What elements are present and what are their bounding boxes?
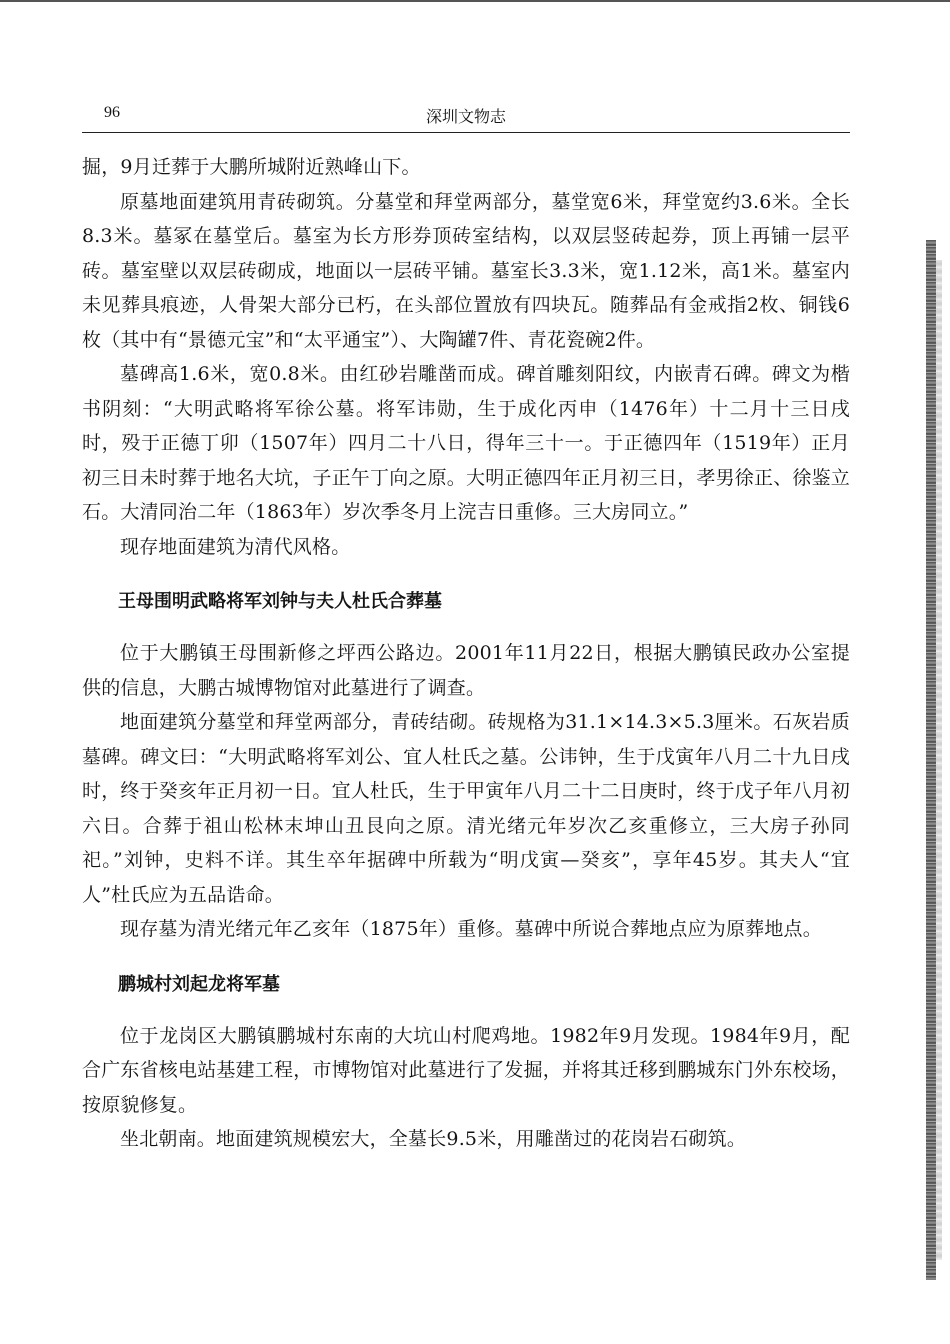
paragraph: 坐北朝南。地面建筑规模宏大，全墓长9.5米，用雕凿过的花岗岩石砌筑。 [120,1128,747,1150]
section-heading: 鹏城村刘起龙将军墓 [118,973,280,995]
paragraph-continued: 掘，9月迁葬于大鹏所城附近熟峰山下。 [82,156,421,178]
scan-binding-edge [926,240,936,1280]
paragraph: 位于大鹏镇王母围新修之坪西公路边。2001年11月22日，根据大鹏镇民政办公室提供的信息，大鹏古城博物馆对此墓进行了调查。 [82,642,850,699]
running-title: 深圳文物志 [425,107,506,126]
paragraph: 地面建筑分墓堂和拜堂两部分，青砖结砌。砖规格为31.1×14.3×5.3厘米。石灰岩质墓碑。碑文曰：“大明武略将军刘公、宜人杜氏之墓。公讳钟，生于戊寅年八月二十九日戌时，终于癸亥年正月初一日。宜人杜氏，生于甲寅年八月二十二日庚时，终于戊子年八月初六日。合葬于祖山松林末坤山丑艮向之原。清光绪元年岁次乙亥重修立，三大房子孙同祀。”刘钟，史料不详。其生卒年据碑中所载为“明戊寅—癸亥”，享年45岁。其夫人“宜人”杜氏应为五品诰命。 [82,711,851,906]
scan-top-border [0,0,950,2]
paragraph: 墓碑高1.6米，宽0.8米。由红砂岩雕凿而成。碑首雕刻阳纹，内嵌青石碑。碑文为楷书阴刻：“大明武略将军徐公墓。将军讳勋，生于成化丙申（1476年）十二月十三日戌时，殁于正德丁卯（1507年）四月二十八日，得年三十一。于正德四年（1519年）正月初三日未时葬于地名大坑，子正午丁向之原。大明正德四年正月初三日，孝男徐正、徐鉴立石。大清同治二年（1863年）岁次季冬月上浣吉日重修。三大房同立。” [82,363,851,523]
scan-binding-shadow [936,260,942,1260]
paragraph: 位于龙岗区大鹏镇鹏城村东南的大坑山村爬鸡地。1982年9月发现。1984年9月，配合广东省核电站基建工程，市博物馆对此墓进行了发掘，并将其迁移到鹏城东门外东校场，按原貌修复。 [82,1024,851,1116]
section-heading: 王母围明武略将军刘钟与夫人杜氏合葬墓 [118,591,442,612]
page-number: 96 [104,104,120,121]
paragraph: 原墓地面建筑用青砖砌筑。分墓堂和拜堂两部分，墓堂宽6米，拜堂宽约3.6米。全长8.3米。墓冢在墓堂后。墓室为长方形券顶砖室结构，以双层竖砖起券，顶上再铺一层平砖。墓室壁以双层砖砌成，地面以一层砖平铺。墓室长3.3米，宽1.12米，高1米。墓室内未见葬具痕迹，人骨架大部分已朽，在头部位置放有四块瓦。随葬品有金戒指2枚、铜钱6枚（其中有“景德元宝”和“太平通宝”）、大陶罐7件、青花瓷碗2件。 [82,190,850,351]
page-header [82,100,850,132]
paragraph: 现存墓为清光绪元年乙亥年（1875年）重修。墓碑中所说合葬地点应为原葬地点。 [120,918,822,940]
header-rule [82,132,850,133]
paragraph: 现存地面建筑为清代风格。 [120,535,351,558]
body-text [82,150,850,1157]
